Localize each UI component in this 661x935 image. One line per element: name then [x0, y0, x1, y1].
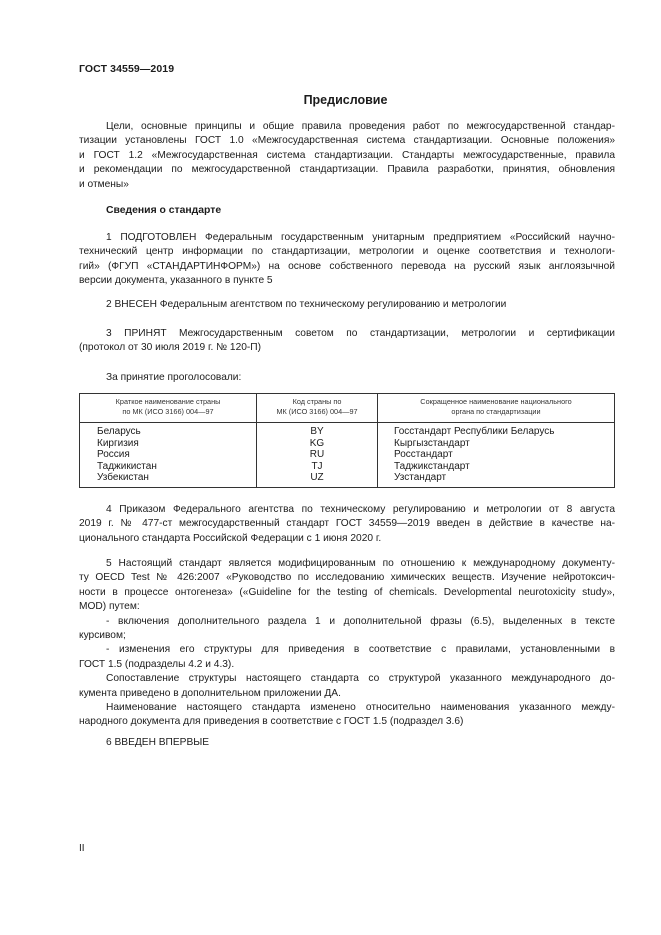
text-line: 5 Настоящий стандарт является модифицированным по отношению к международному документу-: [106, 558, 615, 569]
paragraph-1: [79, 231, 615, 289]
text-line: 1 ПОДГОТОВЛЕН Федеральным государственным унитарным предприятием «Российский научно-: [106, 232, 615, 243]
vote-label: За принятие проголосовали:: [106, 372, 242, 383]
text-line: 4 Приказом Федерального агентства по техническому регулированию и метрологии от 8 августа: [106, 504, 615, 515]
table-cell: Беларусь: [97, 426, 141, 437]
paragraph-6: [79, 736, 615, 750]
table-cell: BY: [310, 426, 324, 437]
text-line: (протокол от 30 июля 2019 г. № 120-П): [79, 342, 262, 354]
text-line: технический центр информации по стандартизации, метрологии и оценке соответствия и технологи-: [79, 246, 615, 258]
text-line: 2 ВНЕСЕН Федеральным агентством по техническому регулированию и метрологии: [106, 299, 507, 310]
text-line: и отмены»: [79, 178, 129, 190]
document-header: ГОСТ 34559—2019: [79, 63, 175, 75]
table-body: [80, 423, 615, 488]
paragraph-2: [79, 298, 615, 312]
text-line: тизации установлены ГОСТ 1.0 «Межгосударственная система стандартизации. Основные положения»: [79, 135, 615, 147]
text-line: 3 ПРИНЯТ Межгосударственным советом по стандартизации, метрологии и сертификации: [106, 328, 615, 339]
table-cell: Кыргызстандарт: [394, 437, 470, 449]
text-line: ционального стандарта Российской Федерации с 1 июня 2020 г.: [79, 532, 382, 544]
section-subtitle: Сведения о стандарте: [106, 205, 222, 216]
text-line: народного документа для приведения в соответствие с ГОСТ 1.5 (подраздел 3.6): [79, 716, 464, 728]
paragraph-5: [79, 557, 615, 730]
countries-table: [79, 393, 615, 488]
text-line: курсивом;: [79, 630, 126, 642]
table-cell: Таджикистан: [97, 460, 157, 472]
column-header-country: Краткое наименование страны по МК (ИСО 3166) 004—97: [80, 394, 257, 423]
table-cell: Узстандарт: [394, 472, 447, 484]
table-cell: Таджикстандарт: [394, 460, 470, 472]
column-header-organ: Сокращенное наименование национального органа по стандартизации: [378, 394, 615, 423]
text-line: MOD) путем:: [79, 601, 140, 613]
text-line: Цели, основные принципы и общие правила проведения работ по межгосударственной стандар-: [106, 121, 615, 132]
table-cell: Госстандарт Республики Беларусь: [394, 426, 555, 437]
table-cell: Росстандарт: [394, 449, 453, 461]
country-column: [80, 423, 257, 488]
text-line: ту OECD Test № 426:2007 «Руководство по исследованию химических веществ. Изучение нейротоксич-: [79, 572, 615, 584]
table-cell: Россия: [97, 449, 130, 461]
table-header-row: [80, 394, 615, 423]
organ-column: [378, 423, 615, 488]
text-line: Наименование настоящего стандарта изменено относительно наименования указанного между-: [106, 702, 615, 714]
paragraph-4: [79, 503, 615, 546]
text-line: Сопоставление структуры настоящего стандарта со структурой указанного международного до-: [106, 673, 615, 685]
text-line: версии документа, указанного в пункте 5: [79, 275, 273, 287]
text-line: 6 ВВЕДЕН ВПЕРВЫЕ: [106, 737, 210, 748]
page-title: Предисловие: [303, 93, 388, 107]
text-line: кумента приведено в дополнительном приложении ДА.: [79, 687, 341, 699]
table-cell: KG: [309, 437, 325, 449]
code-column: [257, 423, 378, 488]
text-line: - изменения его структуры для приведения в соответствие с правилами, установленными в: [106, 644, 615, 656]
intro-paragraph: [79, 120, 615, 192]
text-line: 2019 г. № 477-ст межгосударственный стандарт ГОСТ 34559—2019 введен в действие в качестве на-: [79, 518, 615, 530]
text-line: ности в процессе онтогенеза» («Guideline for the testing of chemicals. Developmental neurotoxicity study»,: [79, 586, 615, 598]
table-cell: RU: [309, 449, 325, 461]
text-line: и рекомендации по межгосударственной стандартизации. Правила разработки, принятия, обновления: [79, 164, 615, 176]
table-cell: Киргизия: [97, 437, 139, 449]
page-number: II: [79, 843, 85, 854]
table-cell: Узбекистан: [97, 472, 149, 484]
paragraph-3: [79, 327, 615, 356]
text-line: - включения дополнительного раздела 1 и дополнительной фразы (6.5), выделенных в тексте: [106, 615, 615, 627]
table-cell: TJ: [311, 460, 323, 472]
text-line: и ГОСТ 1.2 «Межгосударственная система стандартизации. Стандарты межгосударственные, правила: [79, 149, 615, 161]
column-header-code: Код страны по МК (ИСО 3166) 004—97: [257, 394, 378, 423]
text-line: гий» (ФГУП «СТАНДАРТИНФОРМ») на основе собственного перевода на русский язык англоязычной: [79, 260, 615, 272]
text-line: ГОСТ 1.5 (подразделы 4.2 и 4.3).: [79, 658, 235, 670]
table-cell: UZ: [310, 472, 324, 484]
